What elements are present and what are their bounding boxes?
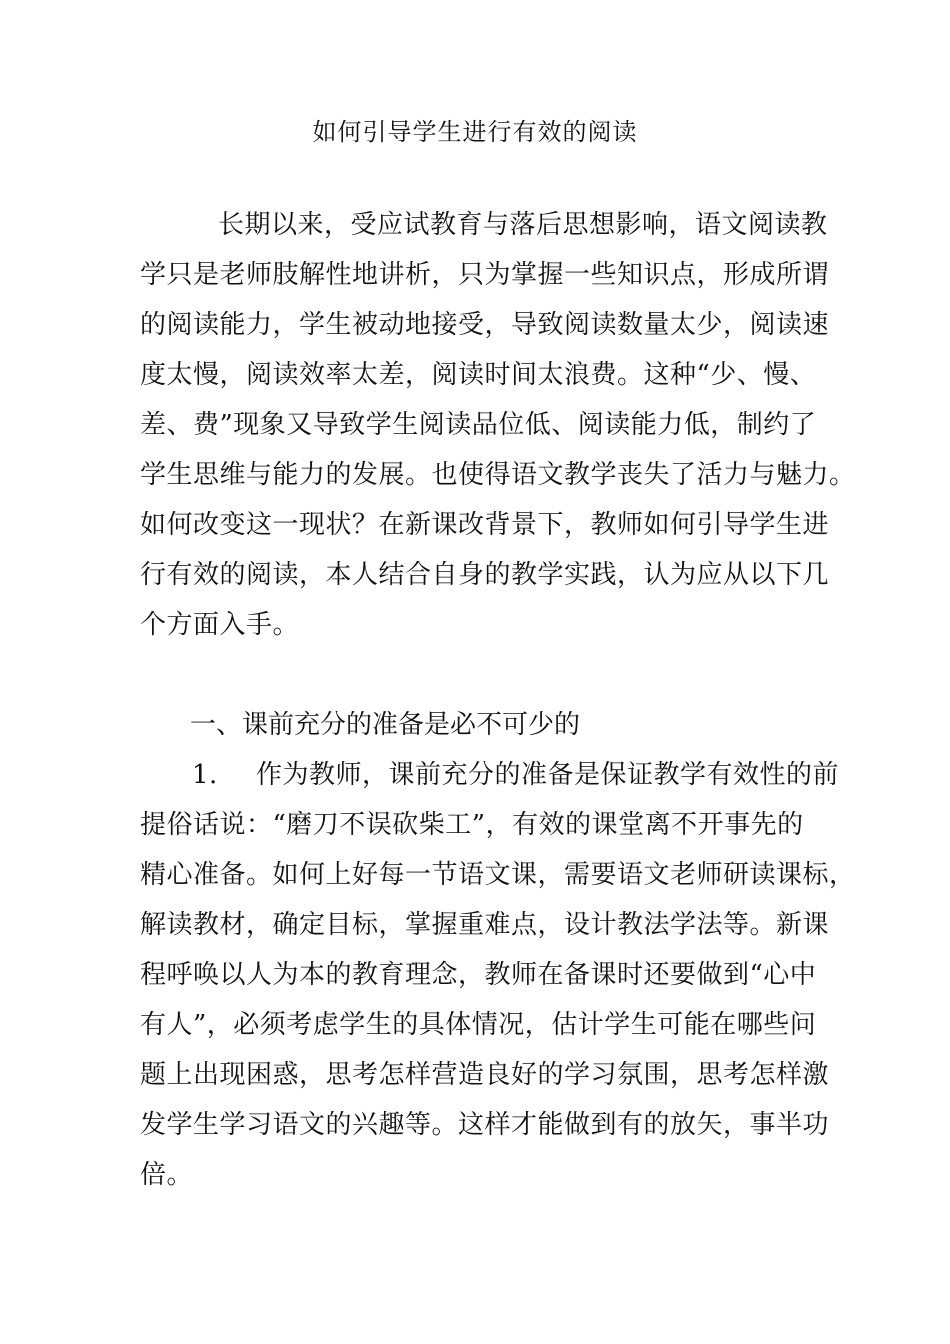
paragraph-line: 题上出现困惑，思考怎样营造良好的学习氛围，思考怎样激 [140, 1060, 830, 1090]
document-title: 如何引导学生进行有效的阅读 [312, 118, 638, 146]
paragraph-line: 长期以来，受应试教育与落后思想影响，语文阅读教 [218, 210, 828, 240]
paragraph-line: 行有效的阅读，本人结合自身的教学实践，认为应从以下几 [140, 560, 830, 590]
section-heading: 一、课前充分的准备是必不可少的 [190, 710, 581, 740]
paragraph-line: 倍。 [140, 1160, 194, 1190]
paragraph-line: 提俗话说：“磨刀不误砍柴工”，有效的课堂离不开事先的 [140, 810, 804, 840]
paragraph-line: 发学生学习语文的兴趣等。这样才能做到有的放矢，事半功 [140, 1110, 830, 1140]
paragraph-line: 程呼唤以人为本的教育理念，教师在备课时还要做到“心中 [140, 960, 817, 990]
list-item-paragraph [140, 750, 856, 1200]
paragraph-line: 差、费”现象又导致学生阅读品位低、阅读能力低，制约了 [140, 410, 817, 440]
paragraph-line: 度太慢，阅读效率太差，阅读时间太浪费。这种“少、慢、 [140, 360, 817, 390]
intro-paragraph [140, 200, 856, 650]
paragraph-line: 如何改变这一现状？在新课改背景下，教师如何引导学生进 [140, 510, 830, 540]
paragraph-line: 精心准备。如何上好每一节语文课，需要语文老师研读课标， [140, 860, 856, 890]
paragraph-line: 学生思维与能力的发展。也使得语文教学丧失了活力与魅力。 [140, 460, 856, 490]
paragraph-line: 个方面入手。 [140, 610, 300, 640]
paragraph-line: 解读教材，确定目标，掌握重难点，设计教法学法等。新课 [140, 910, 830, 940]
paragraph-line: 作为教师，课前充分的准备是保证教学有效性的前 [256, 760, 840, 790]
list-item-number: 1. [192, 760, 218, 790]
paragraph-line: 有人”，必须考虑学生的具体情况，估计学生可能在哪些问 [140, 1010, 817, 1040]
paragraph-line: 学只是老师肢解性地讲析，只为掌握一些知识点，形成所谓 [140, 260, 830, 290]
paragraph-line: 的阅读能力，学生被动地接受，导致阅读数量太少，阅读速 [140, 310, 830, 340]
list-item-first-line [140, 750, 840, 800]
